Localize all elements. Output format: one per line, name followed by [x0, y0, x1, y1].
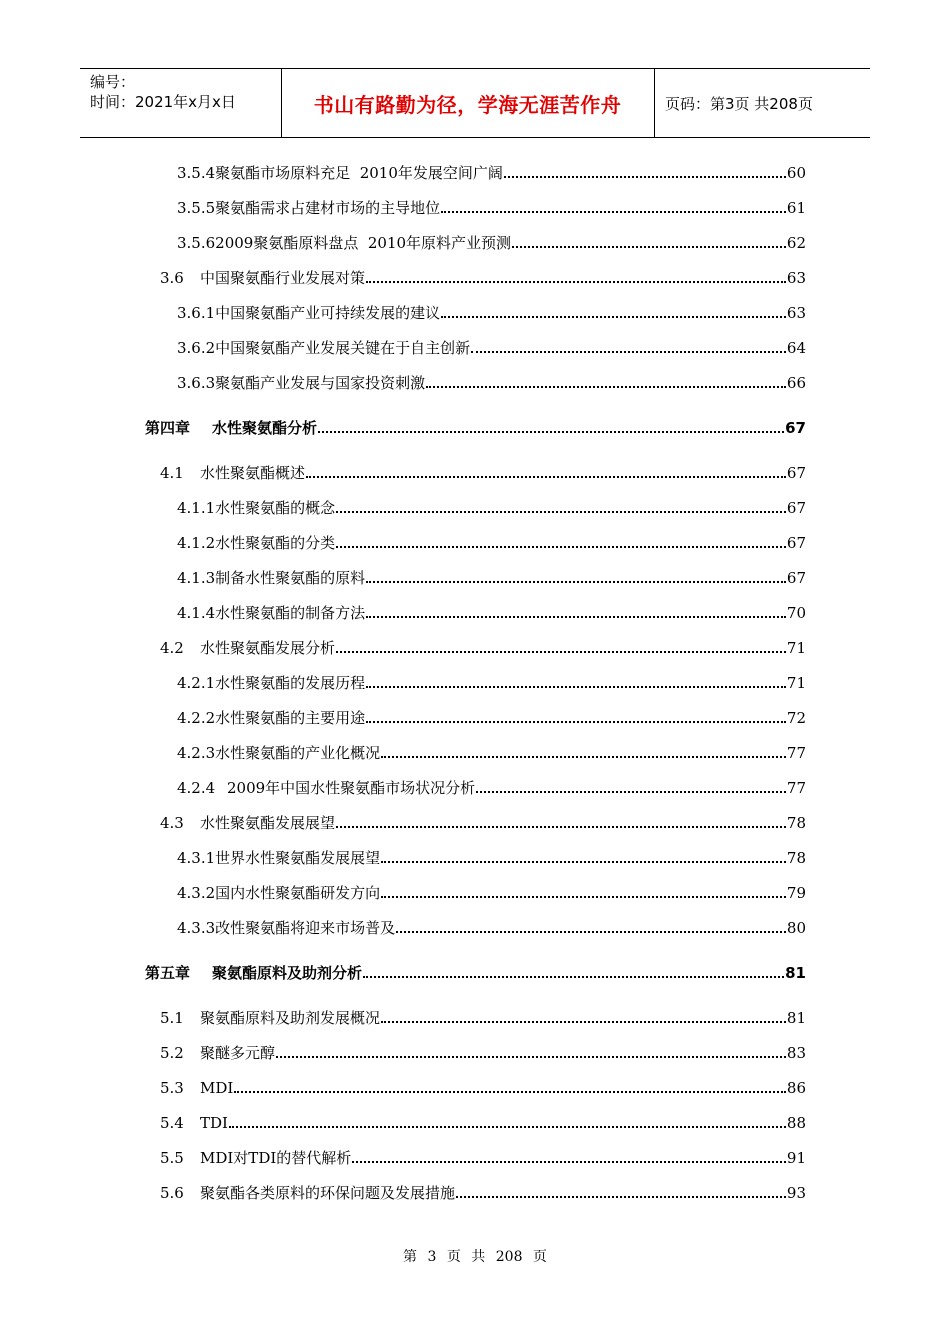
toc-number: 5.6	[160, 1184, 184, 1202]
page-footer: 第 3 页 共 208 页	[403, 1249, 547, 1265]
toc-leader	[363, 976, 784, 978]
toc-entry[interactable]	[160, 1109, 806, 1133]
header-page-cell	[655, 69, 870, 137]
toc-number: 4.2.1	[177, 674, 216, 692]
toc-page: 67	[786, 569, 806, 587]
toc-title: TDI	[200, 1114, 228, 1132]
toc-number: 5.1	[160, 1009, 184, 1027]
toc-page: 67	[786, 499, 806, 517]
toc-number: 第四章	[145, 419, 191, 437]
toc-page: 67	[785, 419, 806, 437]
toc-entry[interactable]	[177, 704, 806, 728]
toc-leader	[504, 176, 786, 178]
toc-leader	[229, 1126, 786, 1128]
toc-number: 3.6.3	[177, 374, 216, 392]
toc-entry[interactable]	[177, 669, 806, 693]
toc-title: 水性聚氨酯的主要用途	[215, 709, 366, 727]
toc-page: 71	[786, 639, 806, 657]
toc-leader	[366, 721, 786, 723]
toc-number: 5.5	[160, 1149, 184, 1167]
toc-entry[interactable]	[160, 1004, 806, 1028]
toc-title: 2009聚氨酯原料盘点 2010年原料产业预测	[215, 234, 512, 252]
toc-number: 4.1.1	[177, 499, 216, 517]
toc-title: 水性聚氨酯的发展历程	[215, 674, 366, 692]
toc-entry[interactable]	[160, 459, 806, 483]
toc-number: 4.1.2	[177, 534, 216, 552]
toc-title: 制备水性聚氨酯的原料	[215, 569, 366, 587]
toc-page: 72	[786, 709, 806, 727]
toc-leader	[366, 616, 786, 618]
header-motto-cell	[281, 69, 655, 137]
time-label: 时间：2021年x月x日	[90, 93, 236, 111]
toc-page: 86	[786, 1079, 806, 1097]
toc-page: 67	[786, 464, 806, 482]
toc-page: 77	[786, 779, 806, 797]
toc-entry[interactable]	[177, 194, 806, 218]
toc-page: 81	[786, 1009, 806, 1027]
toc-leader	[336, 511, 786, 513]
toc-title: 中国聚氨酯行业发展对策	[200, 269, 366, 287]
toc-title: MDI	[200, 1079, 234, 1097]
toc-leader	[318, 431, 784, 433]
toc-number: 3.6.2	[177, 339, 216, 357]
toc-number: 4.2	[160, 639, 184, 657]
toc-number: 3.5.4	[177, 164, 216, 182]
toc-page: 71	[786, 674, 806, 692]
toc-entry[interactable]	[177, 159, 806, 183]
toc-chapter[interactable]	[145, 959, 806, 983]
toc-leader	[456, 1196, 786, 1198]
toc-title: 聚氨酯原料及助剂发展概况	[200, 1009, 381, 1027]
toc-title: 水性聚氨酯的概念	[215, 499, 336, 517]
toc-leader	[426, 386, 786, 388]
toc-title: 聚氨酯需求占建材市场的主导地位	[215, 199, 441, 217]
toc-title: 聚氨酯产业发展与国家投资刺激	[215, 374, 426, 392]
toc-number: 4.2.3	[177, 744, 216, 762]
toc-entry[interactable]	[177, 564, 806, 588]
toc-number: 4.1	[160, 464, 184, 482]
toc-leader	[366, 581, 786, 583]
toc-leader	[476, 791, 786, 793]
toc-leader	[336, 826, 786, 828]
toc-entry[interactable]	[177, 844, 806, 868]
toc-entry[interactable]	[160, 1039, 806, 1063]
toc-page: 93	[786, 1184, 806, 1202]
toc-page: 60	[786, 164, 806, 182]
toc-number: 4.2.2	[177, 709, 216, 727]
toc-entry[interactable]	[177, 879, 806, 903]
toc-page: 67	[786, 534, 806, 552]
toc-entry[interactable]	[177, 529, 806, 553]
toc-title: 水性聚氨酯发展展望	[200, 814, 336, 832]
toc-number: 3.6	[160, 269, 184, 287]
toc-leader	[366, 281, 786, 283]
toc-leader	[471, 351, 786, 353]
toc-page: 78	[786, 849, 806, 867]
toc-entry[interactable]	[160, 1074, 806, 1098]
toc-page: 61	[786, 199, 806, 217]
page-header	[80, 68, 870, 138]
toc-entry[interactable]	[160, 264, 806, 288]
toc-number: 5.4	[160, 1114, 184, 1132]
page-code: 页码：第3页 共208页	[665, 94, 813, 113]
toc-title: 水性聚氨酯发展分析	[200, 639, 336, 657]
toc-leader	[336, 546, 786, 548]
toc-page: 81	[785, 964, 806, 982]
toc-page: 79	[786, 884, 806, 902]
toc-entry[interactable]	[160, 1179, 806, 1203]
toc-title: 中国聚氨酯产业发展关键在于自主创新	[215, 339, 471, 357]
toc-number: 3.5.5	[177, 199, 216, 217]
toc-leader	[396, 931, 786, 933]
toc-number: 4.1.4	[177, 604, 216, 622]
toc-number: 4.2.4	[177, 779, 216, 797]
toc-leader	[336, 651, 786, 653]
toc-page: 70	[786, 604, 806, 622]
toc-title: 聚醚多元醇	[200, 1044, 276, 1062]
toc-page: 63	[786, 304, 806, 322]
toc-number: 4.3	[160, 814, 184, 832]
toc-page: 64	[786, 339, 806, 357]
toc-leader	[366, 686, 786, 688]
toc-leader	[306, 476, 786, 478]
toc-entry[interactable]	[177, 334, 806, 358]
toc-leader	[381, 896, 786, 898]
toc-leader	[381, 861, 786, 863]
toc-leader	[352, 1161, 786, 1163]
toc-leader	[441, 316, 786, 318]
toc-entry[interactable]	[160, 809, 806, 833]
toc-title: 水性聚氨酯概述	[200, 464, 306, 482]
toc-leader	[234, 1091, 786, 1093]
toc-page: 78	[786, 814, 806, 832]
toc-chapter[interactable]	[145, 414, 806, 438]
toc-title: MDI对TDI的替代解析	[200, 1149, 352, 1167]
toc-leader	[512, 246, 786, 248]
toc-title: 聚氨酯市场原料充足 2010年发展空间广阔	[215, 164, 503, 182]
toc-entry[interactable]	[160, 634, 806, 658]
toc-title: 中国聚氨酯产业可持续发展的建议	[215, 304, 441, 322]
toc-number: 第五章	[145, 964, 191, 982]
toc-page: 63	[786, 269, 806, 287]
toc-page: 88	[786, 1114, 806, 1132]
toc-number: 4.3.3	[177, 919, 216, 937]
toc-leader	[381, 756, 786, 758]
toc-number: 4.1.3	[177, 569, 216, 587]
toc-title: 国内水性聚氨酯研发方向	[215, 884, 381, 902]
toc-title: 改性聚氨酯将迎来市场普及	[215, 919, 396, 937]
toc-title: 世界水性聚氨酯发展展望	[215, 849, 381, 867]
toc-entry[interactable]	[177, 599, 806, 623]
toc-leader	[381, 1021, 786, 1023]
toc-title: 聚氨酯原料及助剂分析	[212, 964, 363, 982]
toc-page: 66	[786, 374, 806, 392]
toc-number: 4.3.2	[177, 884, 216, 902]
toc-title: 聚氨酯各类原料的环保问题及发展措施	[200, 1184, 456, 1202]
toc-entry[interactable]	[177, 229, 806, 253]
motto-text: 书山有路勤为径，学海无涯苦作舟	[313, 92, 622, 117]
toc-entry[interactable]	[177, 739, 806, 763]
toc-title: 水性聚氨酯的制备方法	[215, 604, 366, 622]
toc-page: 77	[786, 744, 806, 762]
header-info-cell	[80, 69, 282, 137]
toc-leader	[441, 211, 786, 213]
toc-number: 4.3.1	[177, 849, 216, 867]
toc-title: 2009年中国水性聚氨酯市场状况分析	[227, 779, 476, 797]
toc-title: 水性聚氨酯分析	[212, 419, 318, 437]
toc-leader	[276, 1056, 786, 1058]
toc-entry[interactable]	[177, 914, 806, 938]
toc-page: 83	[786, 1044, 806, 1062]
toc-page: 91	[786, 1149, 806, 1167]
toc-title: 水性聚氨酯的产业化概况	[215, 744, 381, 762]
toc-page: 62	[786, 234, 806, 252]
toc-title: 水性聚氨酯的分类	[215, 534, 336, 552]
toc-number: 5.2	[160, 1044, 184, 1062]
toc-page: 80	[786, 919, 806, 937]
serial-label: 编号：	[90, 73, 136, 91]
toc-entry[interactable]	[177, 369, 806, 393]
toc-entry[interactable]	[160, 1144, 806, 1168]
toc-entry[interactable]	[177, 774, 806, 798]
toc-number: 3.5.6	[177, 234, 216, 252]
toc-entry[interactable]	[177, 299, 806, 323]
toc-number: 5.3	[160, 1079, 184, 1097]
toc-entry[interactable]	[177, 494, 806, 518]
toc-number: 3.6.1	[177, 304, 216, 322]
